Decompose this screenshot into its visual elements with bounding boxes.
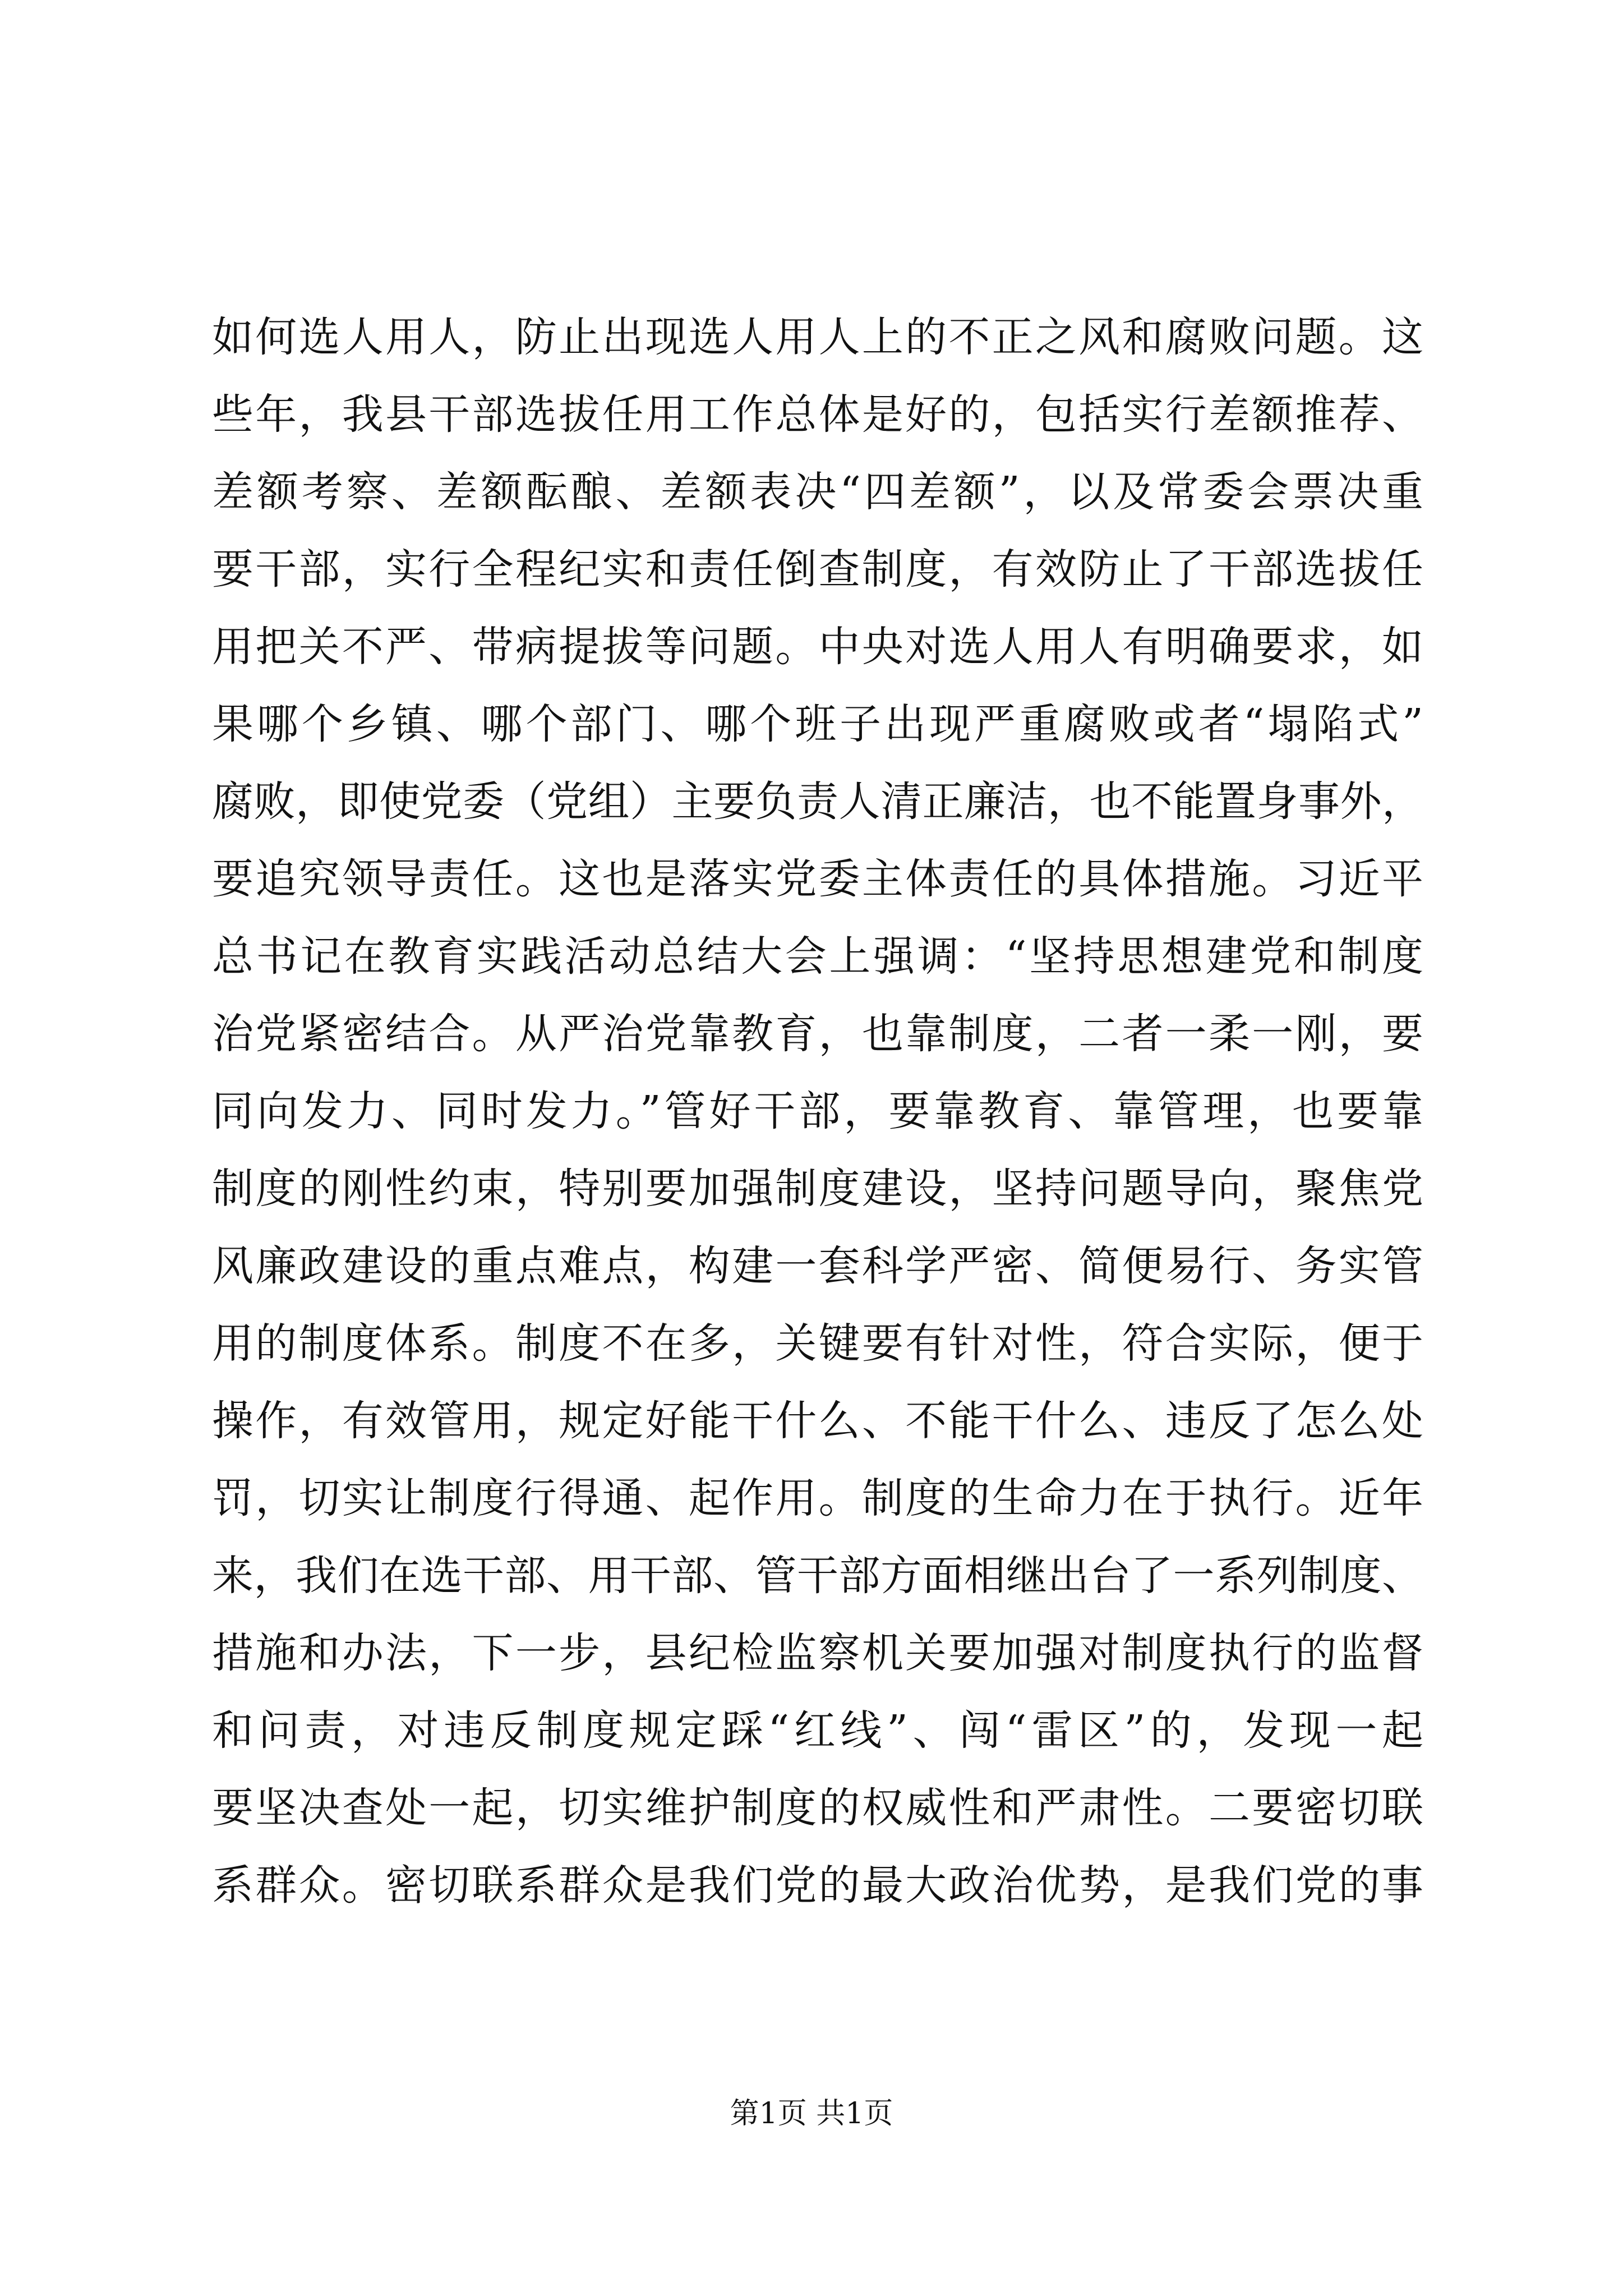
text-line: 来，我们在选干部、用干部、管干部方面相继出台了一系列制度、 bbox=[212, 1552, 1423, 1600]
text-line: 要干部，实行全程纪实和责任倒查制度，有效防止了干部选拔任 bbox=[212, 545, 1423, 593]
text-line: 系群众。密切联系群众是我们党的最大政治优势，是我们党的事 bbox=[212, 1861, 1423, 1910]
text-line: 操作，有效管用，规定好能干什么、不能干什么、违反了怎么处 bbox=[212, 1397, 1423, 1445]
text-line: 些年，我县干部选拔任用工作总体是好的，包括实行差额推荐、 bbox=[212, 390, 1423, 439]
text-line: 同向发力、同时发力。”管好干部，要靠教育、靠管理，也要靠 bbox=[212, 1087, 1423, 1135]
text-line: 措施和办法，下一步，县纪检监察机关要加强对制度执行的监督 bbox=[212, 1629, 1423, 1677]
text-line: 差额考察、差额酝酿、差额表决“四差额”，以及常委会票决重 bbox=[212, 468, 1423, 516]
text-line: 总书记在教育实践活动总结大会上强调：“坚持思想建党和制度 bbox=[212, 932, 1423, 981]
text-line: 和问责，对违反制度规定踩“红线”、闯“雷区”的，发现一起 bbox=[212, 1706, 1423, 1755]
text-line: 风廉政建设的重点难点，构建一套科学严密、简便易行、务实管 bbox=[212, 1242, 1423, 1290]
text-line: 要追究领导责任。这也是落实党委主体责任的具体措施。习近平 bbox=[212, 855, 1423, 903]
text-line: 用把关不严、带病提拔等问题。中央对选人用人有明确要求，如 bbox=[212, 623, 1423, 671]
text-line: 制度的刚性约束，特别要加强制度建设，坚持问题导向，聚焦党 bbox=[212, 1165, 1423, 1213]
text-line: 治党紧密结合。从严治党靠教育，也靠制度，二者一柔一刚，要 bbox=[212, 1010, 1423, 1058]
text-line: 用的制度体系。制度不在多，关键要有针对性，符合实际，便于 bbox=[212, 1319, 1423, 1368]
page-footer: 第1页 共1页 bbox=[730, 2097, 893, 2131]
text-line: 罚，切实让制度行得通、起作用。制度的生命力在于执行。近年 bbox=[212, 1474, 1423, 1522]
text-line: 果哪个乡镇、哪个部门、哪个班子出现严重腐败或者“塌陷式” bbox=[212, 700, 1423, 748]
document-body bbox=[212, 298, 1423, 1924]
text-line: 腐败，即使党委（党组）主要负责人清正廉洁，也不能置身事外， bbox=[212, 777, 1423, 826]
text-line: 如何选人用人，防止出现选人用人上的不正之风和腐败问题。这 bbox=[212, 313, 1423, 361]
text-line: 要坚决查处一起，切实维护制度的权威性和严肃性。二要密切联 bbox=[212, 1784, 1423, 1832]
